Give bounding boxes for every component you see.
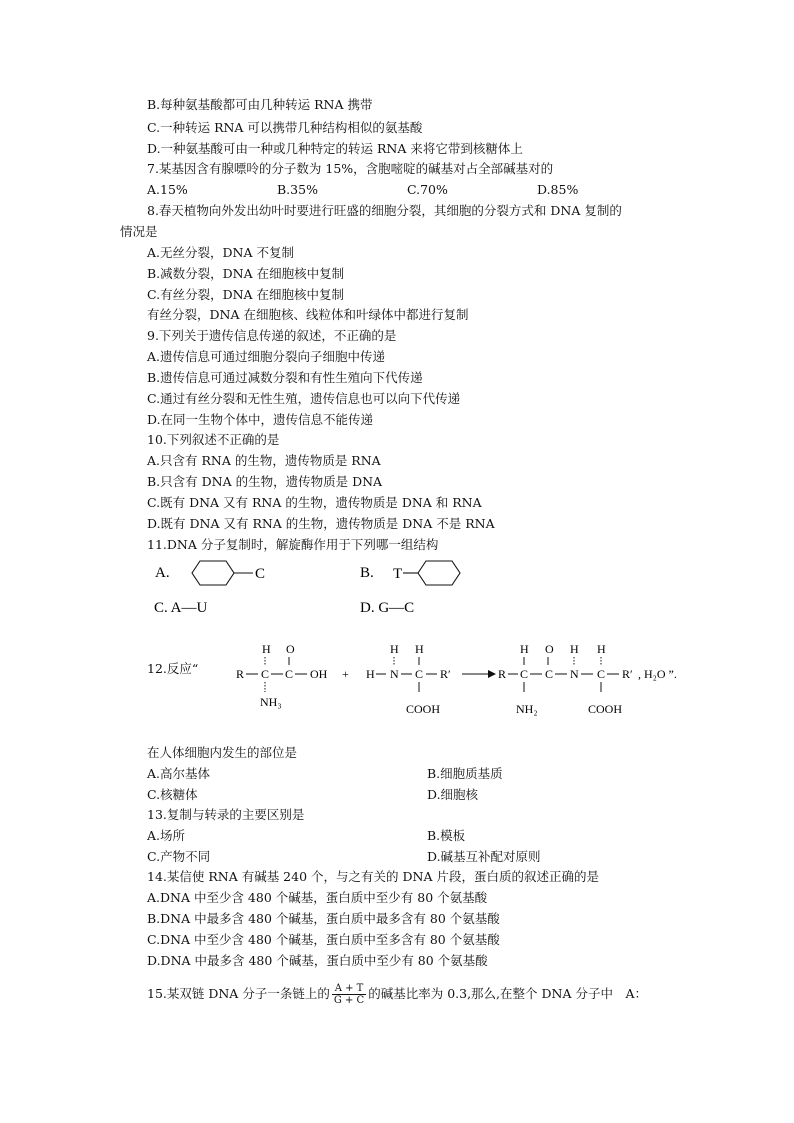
q6-option-c: C.一种转运 RNA 可以携带几种结构相似的氨基酸 bbox=[147, 120, 423, 135]
svg-text:R: R bbox=[236, 667, 245, 681]
q13-option-d: D.碱基互补配对原则 bbox=[427, 849, 541, 864]
q9-stem: 9.下列关于遗传信息传递的叙述，不正确的是 bbox=[147, 328, 397, 343]
q11-option-d: D. G—C bbox=[360, 600, 415, 616]
svg-text:C: C bbox=[261, 667, 270, 681]
svg-text:R′: R′ bbox=[440, 667, 451, 681]
q7-option-c: C.70% bbox=[407, 182, 448, 197]
svg-text:R′: R′ bbox=[622, 667, 633, 681]
svg-text:+: + bbox=[342, 667, 349, 681]
svg-text:H: H bbox=[520, 642, 529, 656]
q8-option-b: B.减数分裂，DNA 在细胞核中复制 bbox=[147, 266, 345, 281]
q13-option-b: B.模板 bbox=[427, 828, 466, 843]
svg-text:O: O bbox=[286, 642, 295, 656]
q12-option-b: B.细胞质基质 bbox=[427, 766, 503, 781]
q15-fraction: $\frac{A + T}{G + C}$ bbox=[333, 983, 365, 1006]
q7-option-b: B.35% bbox=[277, 182, 318, 197]
q7-options bbox=[147, 182, 667, 197]
q11-label-b: B. bbox=[360, 565, 374, 581]
svg-text:H: H bbox=[366, 667, 375, 681]
svg-text:O: O bbox=[545, 642, 554, 656]
q6-option-b: B.每种氨基酸都可由几种转运 RNA 携带 bbox=[147, 97, 373, 112]
q8-option-d: 有丝分裂，DNA 在细胞核、线粒体和叶绿体中都进行复制 bbox=[147, 307, 469, 322]
q12-stem-cont: 在人体细胞内发生的部位是 bbox=[147, 745, 298, 760]
q9-option-d: D.在同一生物个体中，遗传信息不能传递 bbox=[147, 412, 374, 427]
q10-stem: 10.下列叙述不正确的是 bbox=[147, 432, 280, 447]
q13-stem: 13.复制与转录的主要区别是 bbox=[147, 807, 305, 822]
svg-text:NH₂: NH₂ bbox=[516, 702, 538, 716]
svg-text:C: C bbox=[597, 667, 606, 681]
svg-text:H: H bbox=[415, 642, 424, 656]
svg-text:C: C bbox=[415, 667, 424, 681]
svg-text:N: N bbox=[390, 667, 399, 681]
q6-option-d: D.一种氨基酸可由一种或几种特定的转运 RNA 来将它带到核糖体上 bbox=[147, 141, 523, 156]
q12-option-d: D.细胞核 bbox=[427, 787, 479, 802]
q14-option-b: B.DNA 中最多含 480 个碱基，蛋白质中最多含有 80 个氨基酸 bbox=[147, 911, 500, 926]
hexagon-ring-a bbox=[192, 561, 234, 585]
svg-text:R: R bbox=[498, 667, 507, 681]
q8-option-a: A.无丝分裂，DNA 不复制 bbox=[147, 245, 294, 260]
svg-text:N: N bbox=[570, 667, 579, 681]
q10-option-b: B.只含有 DNA 的生物，遗传物质是 DNA bbox=[147, 474, 383, 489]
svg-text:H: H bbox=[570, 642, 579, 656]
svg-text:H: H bbox=[390, 642, 399, 656]
q12-stem: 12.反应“ bbox=[147, 661, 199, 676]
q14-option-a: A.DNA 中至少含 480 个碱基，蛋白质中至少有 80 个氨基酸 bbox=[147, 890, 488, 905]
q12-option-c: C.核糖体 bbox=[147, 787, 198, 802]
q9-option-c: C.通过有丝分裂和无性生殖，遗传信息也可以向下代传递 bbox=[147, 391, 461, 406]
hexagon-ring-b bbox=[418, 561, 460, 585]
q11-option-c: C. A—U bbox=[154, 600, 208, 616]
q7-option-a: A.15% bbox=[147, 182, 188, 197]
svg-text:NH₃: NH₃ bbox=[260, 695, 282, 709]
q14-option-d: D.DNA 中最多含 480 个碱基，蛋白质中至少有 80 个氨基酸 bbox=[147, 953, 488, 968]
q12-option-a: A.高尔基体 bbox=[147, 766, 211, 781]
q14-stem: 14.某信使 RNA 有碱基 240 个，与之有关的 DNA 片段，蛋白质的叙述正确的是 bbox=[147, 869, 599, 884]
q10-option-d: D.既有 DNA 又有 RNA 的生物，遗传物质是 DNA 不是 RNA bbox=[147, 516, 495, 531]
svg-text:C: C bbox=[520, 667, 529, 681]
q9-option-a: A.遗传信息可通过细胞分裂向子细胞中传递 bbox=[147, 349, 386, 364]
q8-option-c: C.有丝分裂，DNA 在细胞核中复制 bbox=[147, 287, 345, 302]
svg-text:COOH: COOH bbox=[588, 702, 623, 716]
svg-text:COOH: COOH bbox=[406, 702, 441, 716]
q10-option-c: C.既有 DNA 又有 RNA 的生物，遗传物质是 DNA 和 RNA bbox=[147, 495, 482, 510]
svg-text:C: C bbox=[545, 667, 554, 681]
q10-option-a: A.只含有 RNA 的生物，遗传物质是 RNA bbox=[147, 453, 381, 468]
q8-stem: 8.春天植物向外发出幼叶时要进行旺盛的细胞分裂，其细胞的分裂方式和 DNA 复制的 bbox=[147, 203, 622, 218]
q11-a-end: C bbox=[255, 566, 266, 582]
q13-option-a: A.场所 bbox=[147, 828, 186, 843]
q11-label-a: A. bbox=[155, 565, 170, 581]
q11-structures bbox=[150, 555, 470, 625]
svg-text:C: C bbox=[285, 667, 294, 681]
q11-stem: 11.DNA 分子复制时，解旋酶作用于下列哪一组结构 bbox=[147, 537, 439, 552]
svg-text:H: H bbox=[262, 642, 271, 656]
q8-stem-cont: 情况是 bbox=[120, 224, 158, 239]
q13-option-c: C.产物不同 bbox=[147, 849, 211, 864]
q12-reaction-diagram bbox=[230, 638, 710, 720]
svg-text:, H₂O ”.: , H₂O ”. bbox=[638, 667, 677, 681]
q14-option-c: C.DNA 中至少含 480 个碱基，蛋白质中至多含有 80 个氨基酸 bbox=[147, 932, 500, 947]
q11-b-start: T bbox=[393, 566, 403, 582]
svg-text:OH: OH bbox=[310, 667, 328, 681]
q7-option-d: D.85% bbox=[537, 182, 579, 197]
q7-stem: 7.某基因含有腺嘌呤的分子数为 15%，含胞嘧啶的碱基对占全部碱基对的 bbox=[147, 161, 554, 176]
svg-text:H: H bbox=[597, 642, 606, 656]
q15-stem: 15.某双链 DNA 分子一条链上的 $\frac{A + T}{G + C}$ 的碱基比率为 0.3,那么,在整个 DNA 分子中 A： bbox=[147, 983, 647, 1006]
q9-option-b: B.遗传信息可通过减数分裂和有性生殖向下代传递 bbox=[147, 370, 423, 385]
